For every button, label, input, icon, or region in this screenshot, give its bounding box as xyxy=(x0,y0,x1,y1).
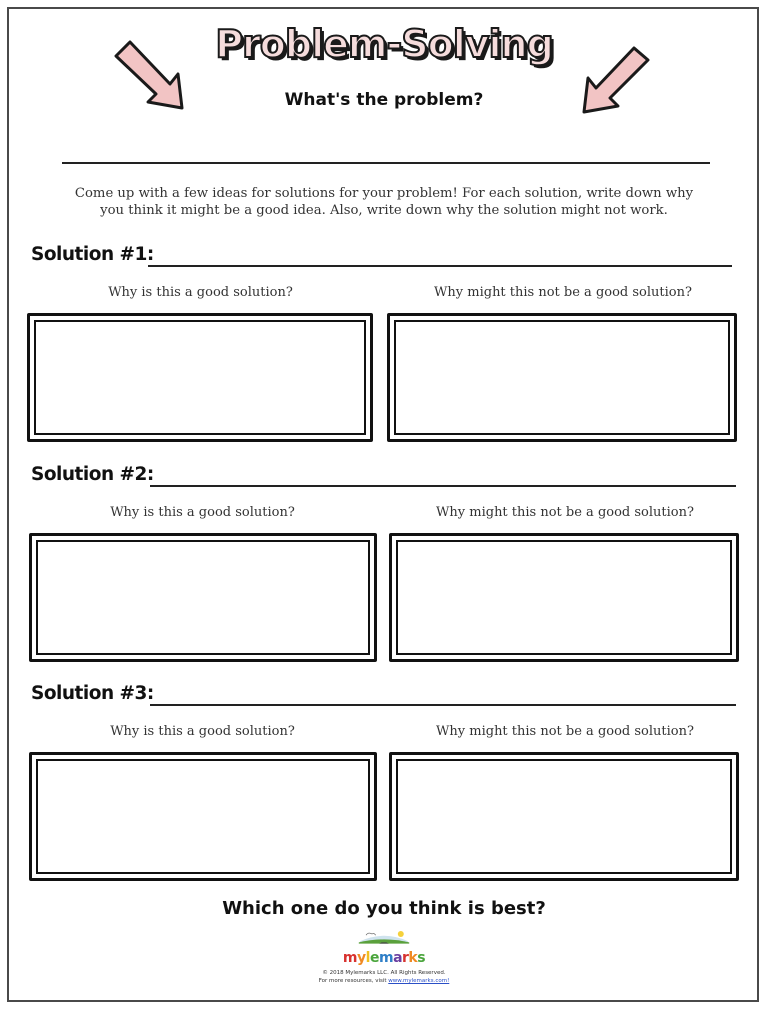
solution-2-label: Solution #2: xyxy=(31,464,154,485)
solution-1-bad-question: Why might this not be a good solution? xyxy=(434,285,692,300)
mylemarks-logo-icon xyxy=(344,928,424,952)
instructions-line-1: Come up with a few ideas for solutions for your problem! For each solution, write down why xyxy=(74,186,694,201)
closing-question: Which one do you think is best? xyxy=(222,898,546,919)
problem-prompt: What's the problem? xyxy=(284,90,484,110)
solution-2-bad-question: Why might this not be a good solution? xyxy=(436,505,694,520)
resources-prefix: For more resources, visit xyxy=(318,978,389,984)
worksheet-title: Problem-Solving xyxy=(215,22,553,66)
resources-line xyxy=(0,977,768,985)
solution-2-good-box[interactable] xyxy=(29,533,377,662)
problem-answer-line[interactable] xyxy=(62,162,710,164)
solution-3-good-box[interactable] xyxy=(29,752,377,881)
solution-2-bad-box[interactable] xyxy=(389,533,739,662)
resources-link[interactable]: www.mylemarks.com! xyxy=(388,978,450,984)
solution-1-good-box[interactable] xyxy=(27,313,373,442)
instructions xyxy=(28,185,740,219)
instructions-line-2: you think it might be a good idea. Also, write down why the solution might not work. xyxy=(100,203,668,218)
copyright-text: © 2018 Mylemarks LLC. All Rights Reserved. xyxy=(322,970,446,976)
solution-3-bad-question: Why might this not be a good solution? xyxy=(436,724,694,739)
solution-2-good-question: Why is this a good solution? xyxy=(110,505,295,520)
solution-3-answer-line[interactable] xyxy=(150,704,736,706)
copyright-notice xyxy=(0,969,768,985)
solution-1-good-question: Why is this a good solution? xyxy=(108,285,293,300)
solution-1-label: Solution #1: xyxy=(31,244,154,265)
solution-3-bad-box[interactable] xyxy=(389,752,739,881)
solution-1-answer-line[interactable] xyxy=(148,265,732,267)
solution-2-answer-line[interactable] xyxy=(150,485,736,487)
solution-3-good-question: Why is this a good solution? xyxy=(110,724,295,739)
mylemarks-logo-text: mylemarks xyxy=(342,950,426,966)
solution-3-label: Solution #3: xyxy=(31,683,154,704)
solution-1-bad-box[interactable] xyxy=(387,313,737,442)
